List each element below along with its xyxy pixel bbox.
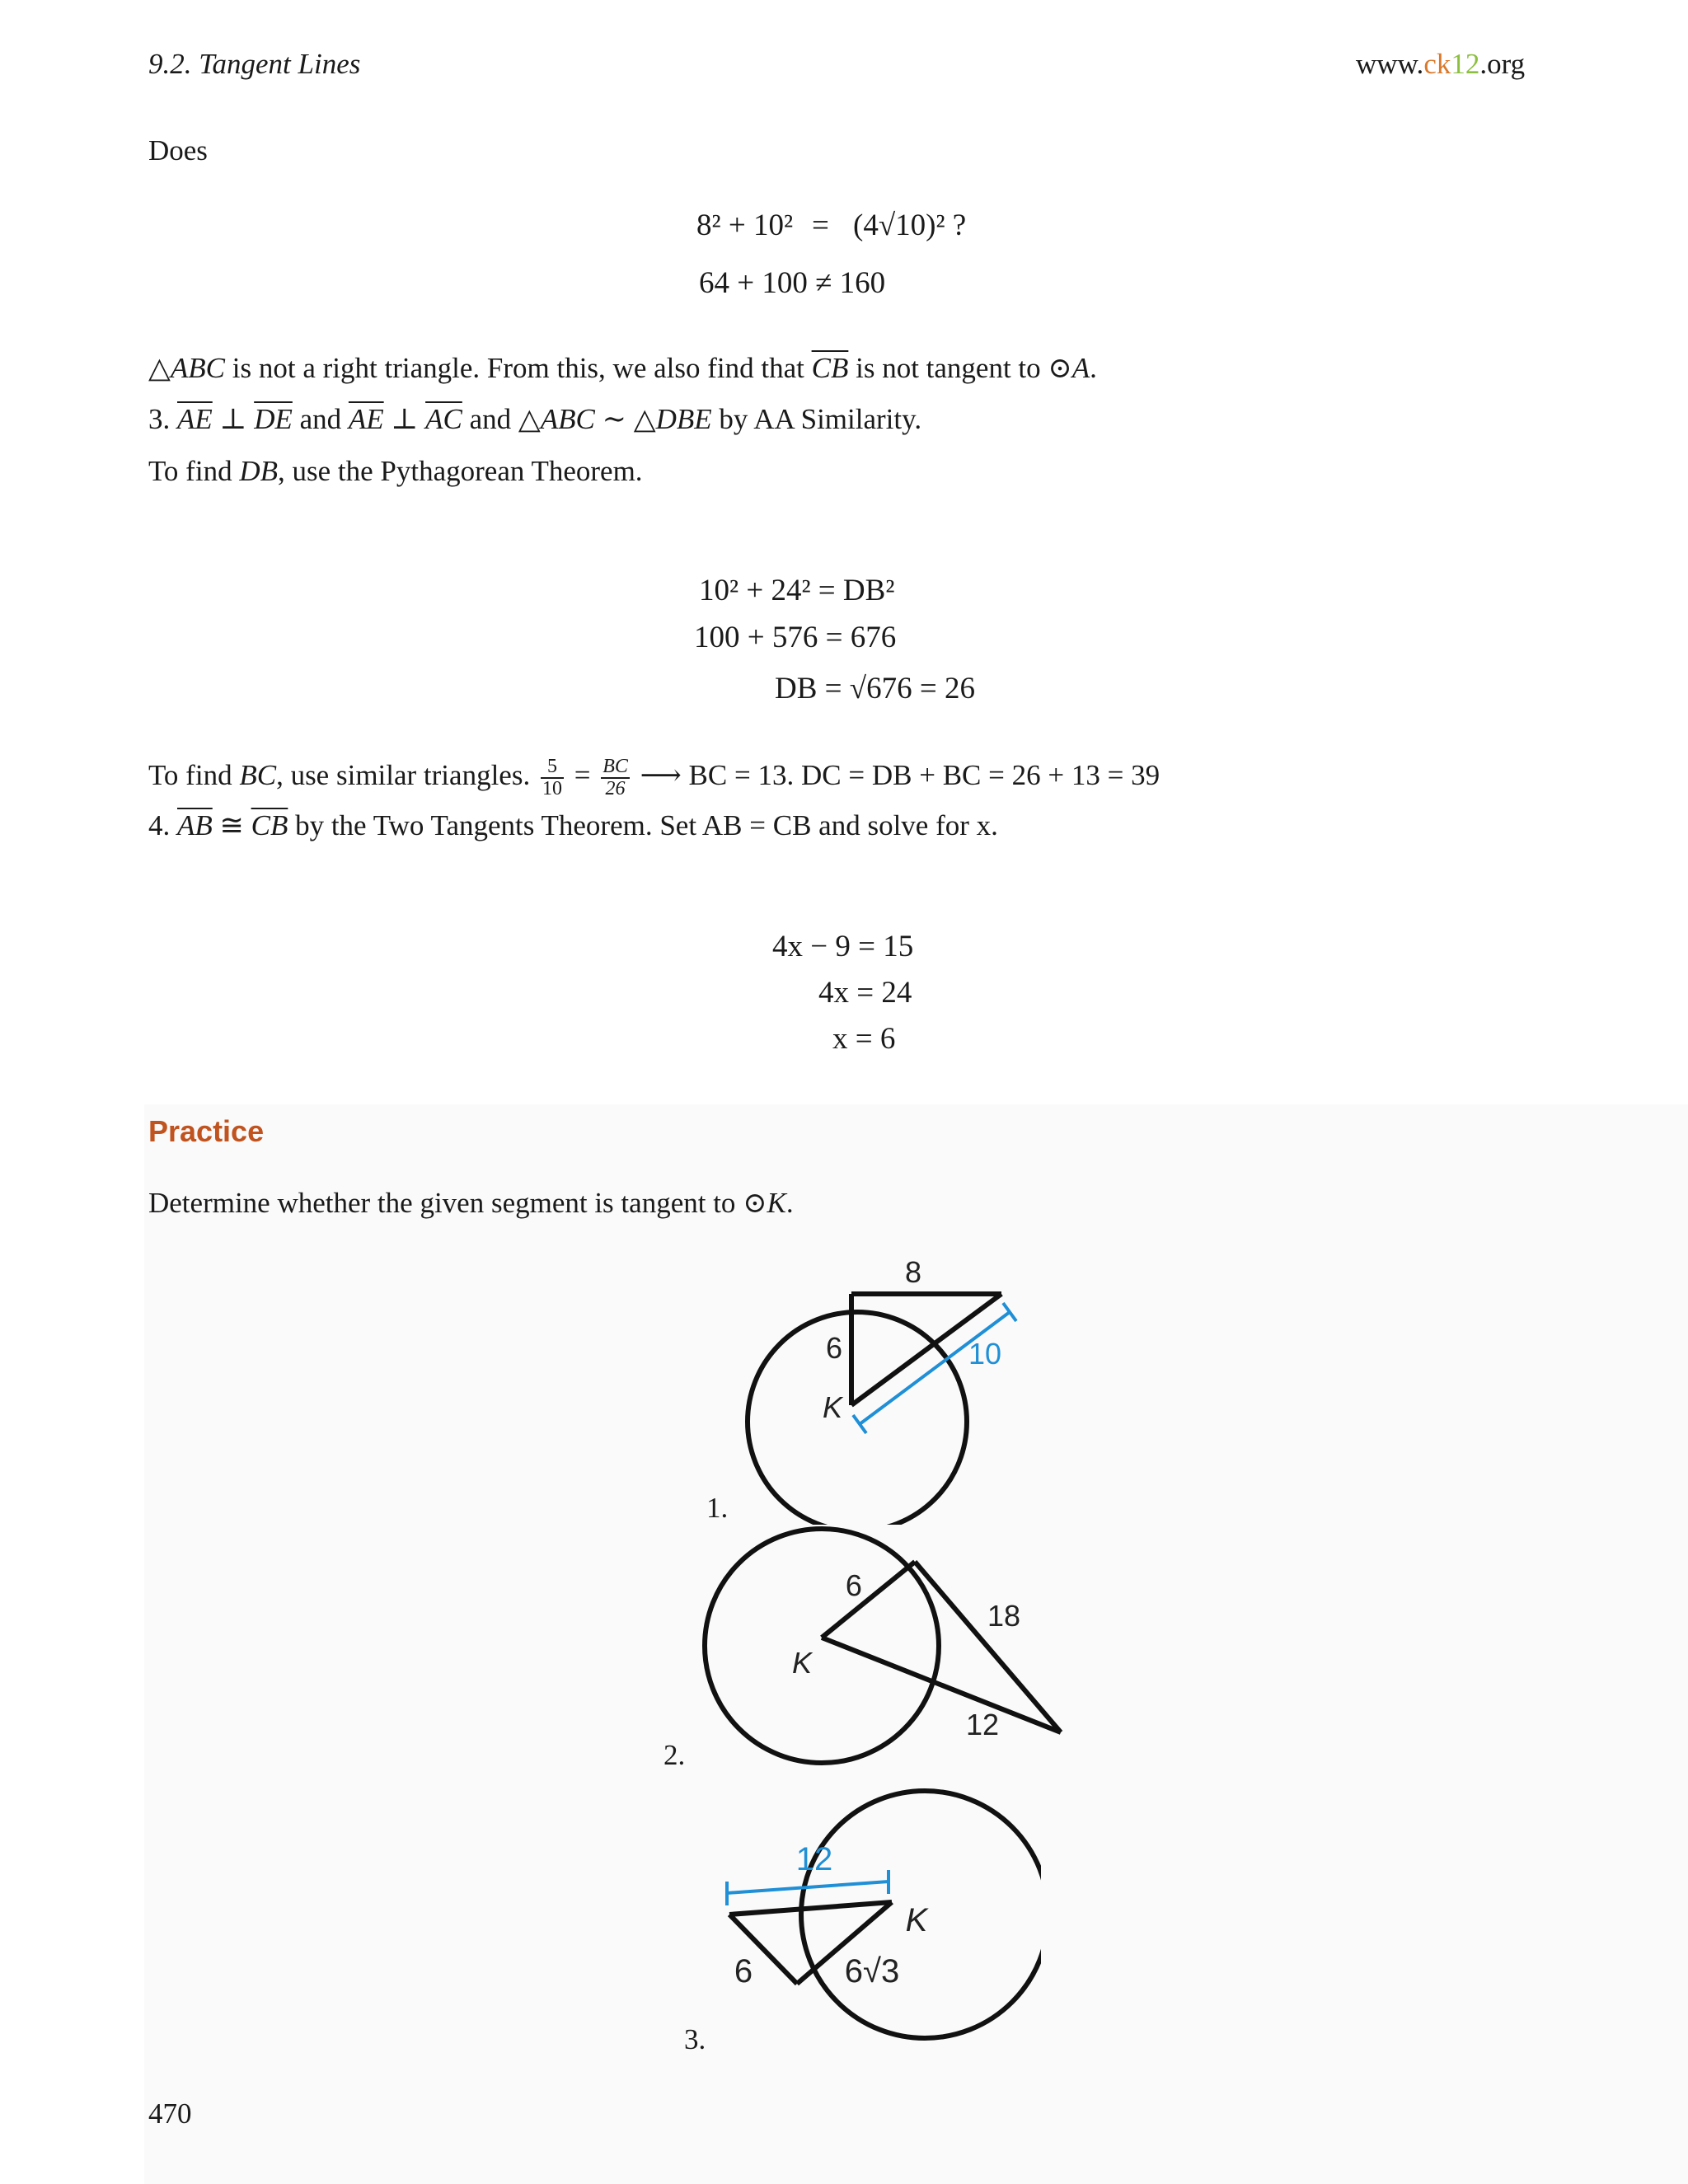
instruction-circle-k: ⊙K xyxy=(743,1187,786,1219)
fig3-label-left: 6 xyxy=(734,1953,753,1990)
para3-pre: To find xyxy=(148,455,240,487)
frac1-den: 10 xyxy=(542,778,562,800)
para-not-right-triangle xyxy=(148,352,1097,385)
figure-3 xyxy=(709,1760,1055,2056)
para4-pre: To find xyxy=(148,759,240,792)
eq3-line1: 4x − 9 = 15 xyxy=(772,930,914,963)
instruction-post: . xyxy=(785,1187,794,1219)
para1-text-a: is not a right triangle. From this, we also find that xyxy=(225,352,812,384)
frac2-den: 26 xyxy=(605,778,626,800)
fig2-label-center: K xyxy=(791,1646,813,1680)
para-find-bc xyxy=(148,757,1160,799)
eq3-line2: 4x = 24 xyxy=(818,976,912,1010)
circle-a: ⊙A xyxy=(1048,352,1090,384)
figure-2-number: 2. xyxy=(663,1739,686,1771)
fig3-label-blue: 12 xyxy=(795,1841,833,1877)
figure-2 xyxy=(692,1521,1071,1784)
fig2-label-side: 18 xyxy=(987,1599,1021,1633)
eq2-line1: 10² + 24² = DB² xyxy=(699,574,895,607)
fig1-blue-tick-2 xyxy=(1003,1303,1016,1321)
fig2-label-radius: 9 xyxy=(845,1568,863,1602)
site-url-ck: ck xyxy=(1423,48,1451,80)
figure-1 xyxy=(725,1244,1071,1525)
page-number: 470 xyxy=(148,2097,192,2130)
fig1-blue-tick-1 xyxy=(853,1415,866,1433)
site-url-12: 12 xyxy=(1451,48,1480,80)
para2-and-2: and xyxy=(462,403,518,435)
para5-text: by the Two Tangents Theorem. Set AB = CB and solve for x. xyxy=(288,809,998,841)
para-aa-similarity xyxy=(148,403,921,436)
para4-eq: = xyxy=(574,759,591,792)
segment-ab: $\overline{AB}$ xyxy=(177,809,213,841)
para5-num: 4. xyxy=(148,809,177,841)
fig1-label-top: 8 xyxy=(904,1255,922,1289)
fig1-label-radius: 6 xyxy=(825,1331,843,1365)
para-two-tangents xyxy=(148,809,998,842)
figure-1-number: 1. xyxy=(706,1492,729,1524)
site-url[interactable] xyxy=(1356,48,1525,81)
frac1-num: 5 xyxy=(541,757,564,779)
figure-3-number: 3. xyxy=(684,2023,706,2055)
eq1-line1-lhs: 8² + 10² xyxy=(696,209,794,242)
fig3-blue-dimension xyxy=(727,1882,889,1893)
fig2-radius xyxy=(822,1562,915,1638)
perp-2: ⊥ xyxy=(383,403,426,435)
para1-period: . xyxy=(1090,352,1097,384)
para4-bc: BC xyxy=(239,759,277,792)
fig2-side-12 xyxy=(822,1638,1061,1732)
segment-ac: $\overline{AC}$ xyxy=(425,403,462,435)
practice-instruction xyxy=(148,1187,794,1220)
fig1-label-center: K xyxy=(822,1390,843,1424)
practice-heading: Practice xyxy=(148,1114,265,1148)
congruent: ≅ xyxy=(212,809,251,841)
segment-ae-2: $\overline{AE}$ xyxy=(348,403,384,435)
triangle-abc: △ABC xyxy=(148,352,226,384)
segment-ae-1: $\overline{AE}$ xyxy=(177,403,213,435)
segment-cb: $\overline{CB}$ xyxy=(811,352,849,384)
para2-num: 3. xyxy=(148,403,177,435)
segment-de: $\overline{DE}$ xyxy=(254,403,293,435)
para-find-db xyxy=(148,455,643,488)
site-url-prefix: www. xyxy=(1356,48,1424,80)
fig1-label-blue: 10 xyxy=(968,1337,1002,1371)
fraction-5-over-10 xyxy=(541,757,564,799)
para3-post: , use the Pythagorean Theorem. xyxy=(277,455,643,487)
fig3-label-hyp: 6√3 xyxy=(844,1953,900,1990)
eq2-line3: DB = √676 = 26 xyxy=(775,672,975,705)
similar-triangles: △ABC ∼ △DBE xyxy=(518,403,712,435)
segment-cb-2: $\overline{CB}$ xyxy=(251,809,288,841)
fraction-bc-over-26 xyxy=(601,757,630,799)
fig3-clip-edge xyxy=(1041,1760,1055,2056)
fig2-circle xyxy=(705,1529,939,1763)
eq1-line1-rhs: (4√10)² ? xyxy=(853,209,967,242)
fig3-label-center: K xyxy=(905,1902,928,1938)
site-url-suffix: .org xyxy=(1479,48,1526,80)
para4-tail: ⟶ BC = 13. DC = DB + BC = 26 + 13 = 39 xyxy=(640,759,1160,792)
eq2-line2: 100 + 576 = 676 xyxy=(694,621,897,654)
para2-and-1: and xyxy=(292,403,349,435)
running-header-title: 9.2. Tangent Lines xyxy=(148,48,361,80)
perp-1: ⊥ xyxy=(212,403,255,435)
instruction-pre: Determine whether the given segment is tangent to xyxy=(148,1187,743,1219)
para2-tail: by AA Similarity. xyxy=(711,403,922,435)
eq1-line1-eq: = xyxy=(812,209,829,242)
frac2-num: BC xyxy=(601,757,630,779)
fig2-label-bottom: 12 xyxy=(965,1708,1000,1741)
eq1-line2: 64 + 100 ≠ 160 xyxy=(699,266,886,300)
fig3-top-segment xyxy=(729,1902,892,1915)
eq3-line3: x = 6 xyxy=(832,1022,896,1056)
para4-mid: , use similar triangles. xyxy=(276,759,531,792)
para3-db: DB xyxy=(239,455,278,487)
does-text: Does xyxy=(148,134,208,166)
para1-text-b: is not tangent to xyxy=(848,352,1048,384)
